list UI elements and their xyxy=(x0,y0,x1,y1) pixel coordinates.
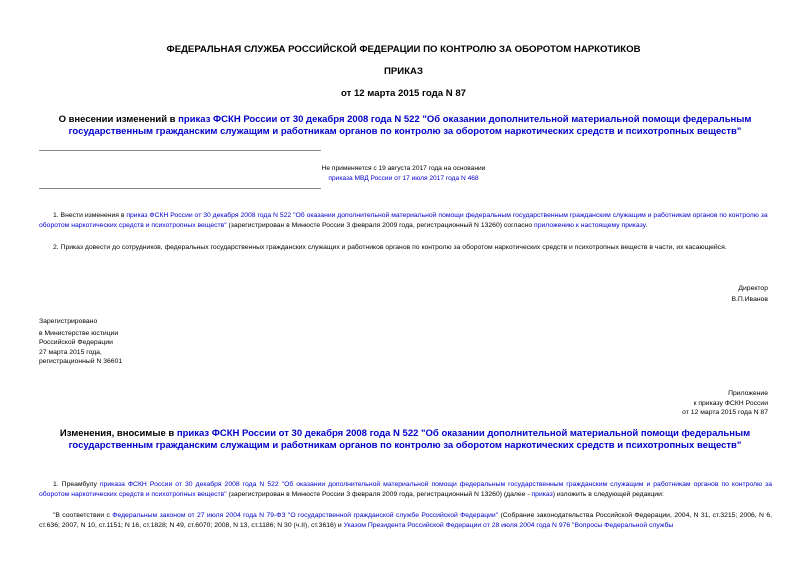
changes-title-prefix: Изменения, вносимые в xyxy=(59,428,177,439)
paragraph-1-text-c: . xyxy=(645,221,648,229)
changes-title-order-link[interactable]: приказ ФСКН России от 30 декабря 2008 года N 522 "Об оказании дополнительной материальной помощи федеральным государственным гражданским служащим и работникам органов по контролю за оборотом наркотических средств и психотропных веществ" xyxy=(68,428,751,451)
status-link-line xyxy=(0,174,807,184)
change-item-1 xyxy=(39,480,772,499)
change-item-1-text-c: ) изложить в следующей редакции: xyxy=(552,490,664,498)
registration-line-4: 27 марта 2015 года, xyxy=(39,348,102,356)
status-note: Не применяется с 19 августа 2017 года на основании xyxy=(321,165,486,172)
appendix-line-1: Приложение xyxy=(728,390,768,397)
paragraph-1-order-link[interactable]: приказ ФСКН России от 30 декабря 2008 года N 522 "Об оказании дополнительной материальной помощи федеральным государственным гражданским служащим и работникам органов по контролю за оборотом наркотических средств и психотропных веществ" xyxy=(39,212,768,229)
quoted-preamble xyxy=(39,511,772,530)
divider-top xyxy=(39,150,321,151)
quoted-preamble-text-a: "В соответствии с xyxy=(53,512,113,519)
appendix-line-2: к приказу ФСКН России xyxy=(693,399,768,407)
quoted-preamble-law-link[interactable]: Федеральным законом от 27 июля 2004 года N 79-ФЗ "О государственной гражданской службе Российской Федерации" xyxy=(112,512,499,519)
quoted-preamble-decree-link[interactable]: Указом Президента Российской Федерации от 28 июля 2004 года N 976 "Вопросы Федеральной службы xyxy=(343,521,674,529)
change-item-1-text-b: (зарегистрирован в Минюсте России 3 февраля 2009 года, регистрационный N 13260) (далее - xyxy=(226,490,532,498)
signature-position: Директор xyxy=(738,285,768,292)
registration-line-5: регистрационный N 36601 xyxy=(39,358,123,365)
status-mvd-order-link[interactable]: приказа МВД России от 17 июля 2017 года N 468 xyxy=(328,175,479,182)
changes-title xyxy=(35,428,775,452)
change-item-1-prikaz-link[interactable]: приказ xyxy=(531,490,553,498)
title-prefix: О внесении изменений в xyxy=(58,114,179,125)
document-type: ПРИКАЗ xyxy=(384,66,423,77)
paragraph-1-appendix-link[interactable]: приложению к настоящему приказу xyxy=(534,221,646,229)
document-title xyxy=(35,114,775,138)
paragraph-1 xyxy=(39,211,772,230)
quoted-preamble-text-b: (Собрание законодательства Российской Федерации, 2004, N 31, ст.3215; 2006, N 6, ст.636; 2007, N 10, ст.1151; N 16, ст.1828; N 49, ст.6070; 2008, N 13, ст.1186; N 30 (ч.II), ст.3616) и xyxy=(39,512,772,529)
divider-bottom xyxy=(39,188,321,189)
appendix-line-3: от 12 марта 2015 года N 87 xyxy=(682,409,768,416)
agency-name: ФЕДЕРАЛЬНАЯ СЛУЖБА РОССИЙСКОЙ ФЕДЕРАЦИИ ПО КОНТРОЛЮ ЗА ОБОРОТОМ НАРКОТИКОВ xyxy=(166,44,641,55)
registration-block xyxy=(39,317,289,367)
document-date: от 12 марта 2015 года N 87 xyxy=(340,88,467,99)
title-amended-order-link[interactable]: приказ ФСКН России от 30 декабря 2008 года N 522 "Об оказании дополнительной материальной помощи федеральным государственным гражданским служащим и работникам органов по контролю за оборотом наркотических средств и психотропных веществ" xyxy=(68,114,752,137)
signature-name: В.П.Иванов xyxy=(731,296,768,303)
paragraph-1-text-b: (зарегистрирован в Минюсте России 3 февраля 2009 года, регистрационный N 13260) согласно xyxy=(226,221,535,229)
paragraph-2: 2. Приказ довести до сотрудников, федеральных государственных гражданских служащих и работников органов по контролю за оборотом наркотических средств и психотропных веществ в части, их касающейся. xyxy=(53,244,727,251)
change-item-1-order-link[interactable]: приказа ФСКН России от 30 декабря 2008 года N 522 "Об оказании дополнительной материальной помощи федеральным государственным гражданским служащим и работникам органов по контролю за оборотом наркотических средств и психотропных веществ" xyxy=(39,481,773,498)
appendix-block xyxy=(500,389,768,418)
registration-line-2: в Министерстве юстиции xyxy=(39,329,119,337)
registration-line-1: Зарегистрировано xyxy=(39,318,98,325)
change-item-1-text-a: 1. Преамбулу xyxy=(53,481,100,488)
paragraph-1-text-a: 1. Внести изменения в xyxy=(53,212,127,219)
registration-line-3: Российской Федерации xyxy=(39,339,113,346)
